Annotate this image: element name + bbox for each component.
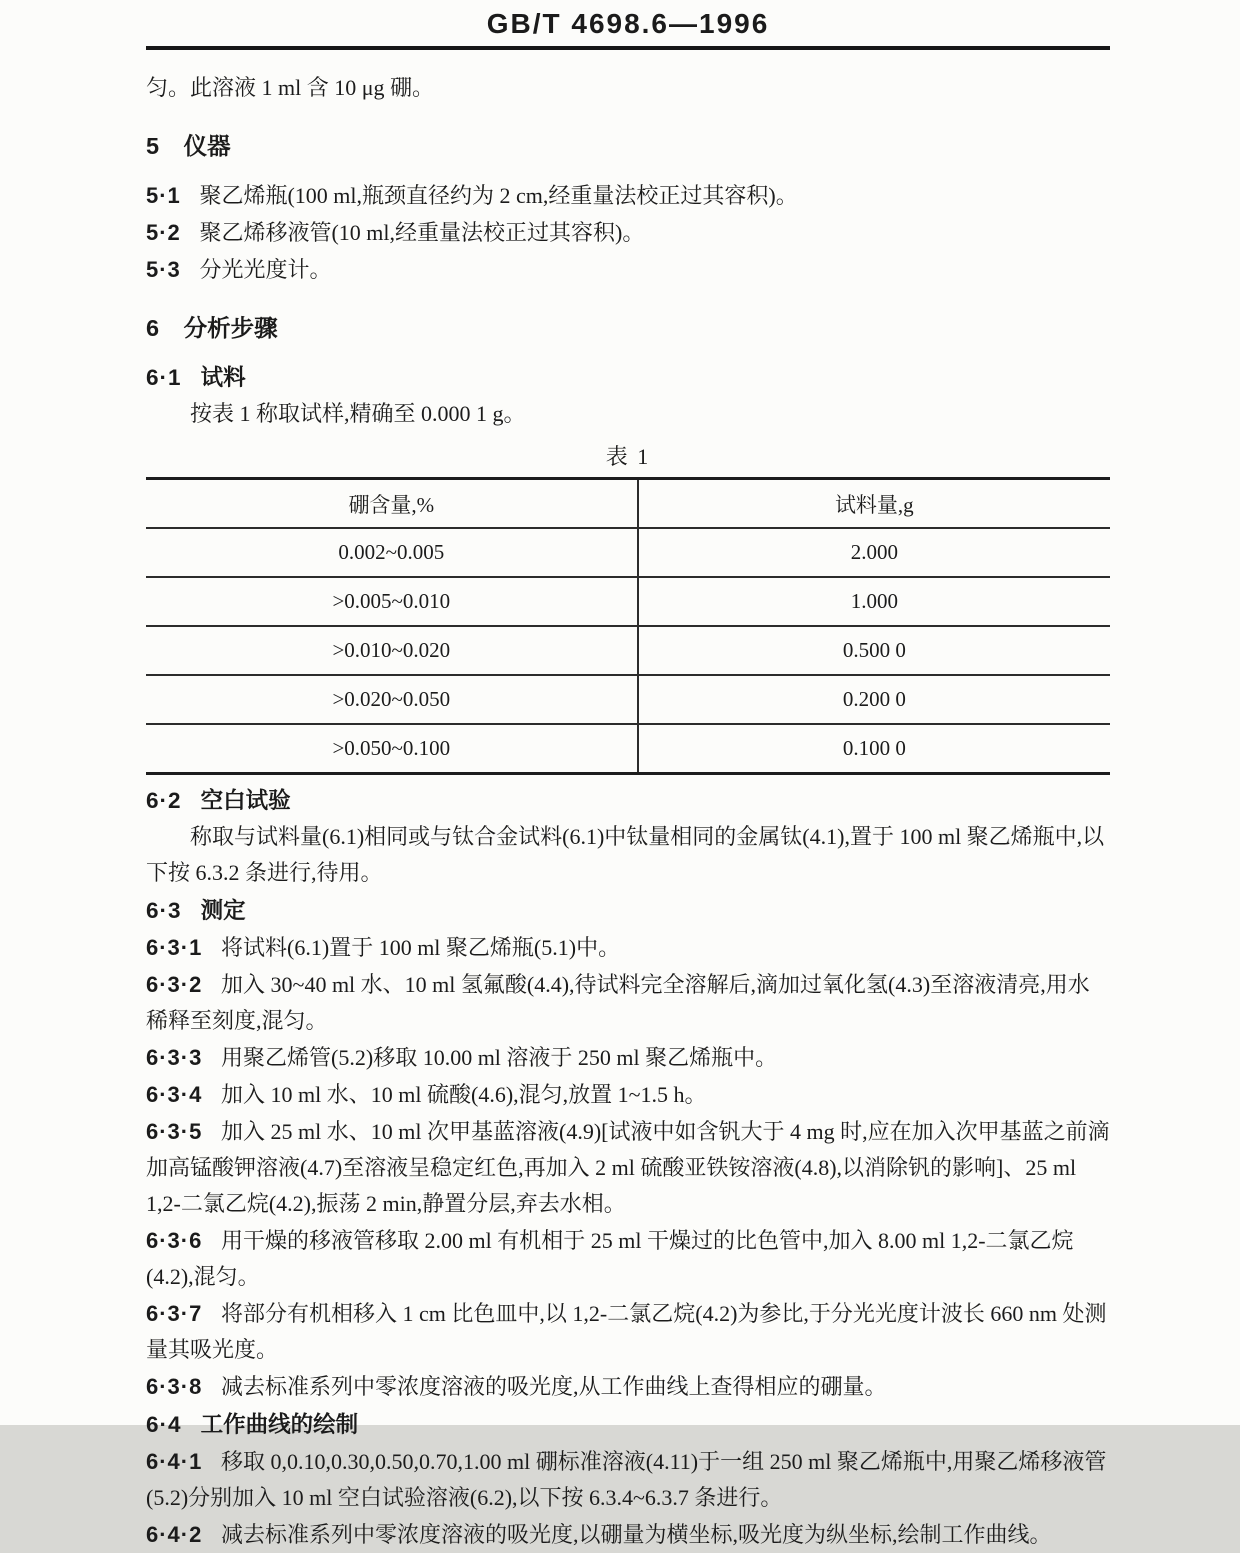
section-5-title: 仪器 [183,133,231,159]
clause-6-3-4-number: 6·3·4 [146,1082,203,1107]
table-row [146,626,1110,675]
clause-5-1-number: 5·1 [146,183,181,208]
clause-5-2 [146,215,1110,251]
clause-5-2-text: 聚乙烯移液管(10 ml,经重量法校正过其容积)。 [199,220,645,245]
clause-6-3-4 [146,1077,1110,1113]
table-header-row [146,479,1110,529]
cell-boron-range: >0.050~0.100 [146,724,638,774]
clause-6-3-2 [146,967,1110,1039]
clause-5-1-text: 聚乙烯瓶(100 ml,瓶颈直径约为 2 cm,经重量法校正过其容积)。 [199,183,798,208]
clause-6-3-1 [146,930,1110,966]
clause-6-3-number: 6·3 [146,898,182,923]
clause-6-3-title: 测定 [200,898,246,923]
table-row [146,675,1110,724]
clause-5-1 [146,178,1110,214]
clause-6-4-2-number: 6·4·2 [146,1522,203,1547]
cell-boron-range: 0.002~0.005 [146,528,638,577]
intro-continuation-text: 匀。此溶液 1 ml 含 10 μg 硼。 [146,75,435,100]
table-row [146,577,1110,626]
clause-6-3-8-number: 6·3·8 [146,1374,203,1399]
clause-5-3 [146,252,1110,288]
clause-6-3-2-text: 加入 30~40 ml 水、10 ml 氢氟酸(4.4),待试料完全溶解后,滴加过氧化氢(4.3)至溶液清亮,用水稀释至刻度,混匀。 [146,972,1090,1033]
clause-6-4-1-text: 移取 0,0.10,0.30,0.50,0.70,1.00 ml 硼标准溶液(4.11)于一组 250 ml 聚乙烯瓶中,用聚乙烯移液管(5.2)分别加入 10 ml 空白试验溶液(6.2),以下按 6.3.4~6.3.7 条进行。 [146,1449,1107,1510]
clause-6-3-7-number: 6·3·7 [146,1301,203,1326]
table-row [146,528,1110,577]
cell-sample-mass: 0.500 0 [638,626,1110,675]
section-5-heading [146,130,1110,162]
clause-6-3-1-number: 6·3·1 [146,935,203,960]
clause-6-3-4-text: 加入 10 ml 水、10 ml 硫酸(4.6),混匀,放置 1~1.5 h。 [221,1082,707,1107]
clause-6-3-8-text: 减去标准系列中零浓度溶液的吸光度,从工作曲线上查得相应的硼量。 [221,1374,887,1399]
col-header-sample-mass: 试料量,g [638,479,1110,529]
standard-number-header: GB/T 4698.6—1996 [486,8,770,39]
clause-6-3-5-number: 6·3·5 [146,1119,203,1144]
clause-6-3-3 [146,1040,1110,1076]
clause-6-4-1-number: 6·4·1 [146,1449,203,1474]
clause-6-1-title: 试料 [200,365,246,390]
clause-6-3-3-number: 6·3·3 [146,1045,203,1070]
header-rule [146,46,1110,50]
clause-6-3-7-text: 将部分有机相移入 1 cm 比色皿中,以 1,2-二氯乙烷(4.2)为参比,于分光光度计波长 660 nm 处测量其吸光度。 [146,1301,1107,1362]
cell-boron-range: >0.020~0.050 [146,675,638,724]
cell-sample-mass: 1.000 [638,577,1110,626]
cell-boron-range: >0.005~0.010 [146,577,638,626]
table-1 [146,477,1110,775]
clause-6-1-heading [146,360,1110,396]
clause-6-2-paragraph: 称取与试料量(6.1)相同或与钛合金试料(6.1)中钛量相同的金属钛(4.1),置于 100 ml 聚乙烯瓶中,以下按 6.3.2 条进行,待用。 [146,824,1105,885]
clause-6-2-number: 6·2 [146,788,182,813]
clause-6-3-2-number: 6·3·2 [146,972,203,997]
clause-6-2-heading [146,783,1110,819]
clause-6-1-number: 6·1 [146,365,182,390]
section-6-heading [146,312,1110,344]
clause-6-2-title: 空白试验 [200,788,291,813]
clause-6-4-2 [146,1517,1110,1553]
clause-6-3-5 [146,1114,1110,1222]
clause-6-3-7 [146,1296,1110,1368]
cell-sample-mass: 0.200 0 [638,675,1110,724]
clause-6-4-1 [146,1444,1110,1516]
clause-6-3-1-text: 将试料(6.1)置于 100 ml 聚乙烯瓶(5.1)中。 [221,935,621,960]
clause-6-4-number: 6·4 [146,1412,182,1437]
clause-6-3-3-text: 用聚乙烯管(5.2)移取 10.00 ml 溶液于 250 ml 聚乙烯瓶中。 [221,1045,778,1070]
clause-6-4-heading [146,1407,1110,1443]
clause-6-3-6-text: 用干燥的移液管移取 2.00 ml 有机相于 25 ml 干燥过的比色管中,加入 8.00 ml 1,2-二氯乙烷(4.2),混匀。 [146,1228,1074,1289]
cell-sample-mass: 2.000 [638,528,1110,577]
table-1-caption: 表 1 [605,444,651,469]
clause-5-2-number: 5·2 [146,220,181,245]
cell-sample-mass: 0.100 0 [842,736,906,760]
clause-6-3-5-text: 加入 25 ml 水、10 ml 次甲基蓝溶液(4.9)[试液中如含钒大于 4 mg 时,应在加入次甲基蓝之前滴加高锰酸钾溶液(4.7)至溶液呈稳定红色,再加入 2 ml 硫酸亚铁铵溶液(4.8),以消除钒的影响]、25 ml 1,2-二氯乙烷(4.2),振荡 2 min,静置分层,弃去水相。 [146,1119,1110,1216]
clause-6-3-8 [146,1369,1110,1405]
clause-6-3-6-number: 6·3·6 [146,1228,203,1253]
section-6-number: 6 [146,315,161,341]
clause-5-3-text: 分光光度计。 [199,257,332,282]
section-6-title: 分析步骤 [183,315,278,341]
clause-6-4-2-text: 减去标准系列中零浓度溶液的吸光度,以硼量为横坐标,吸光度为纵坐标,绘制工作曲线。 [221,1522,1052,1547]
clause-6-3-heading [146,893,1110,929]
clause-6-3-6 [146,1223,1110,1295]
section-5-number: 5 [146,133,161,159]
cell-boron-range: >0.010~0.020 [146,626,638,675]
table-row [146,724,1110,774]
col-header-boron-content: 硼含量,% [146,479,638,529]
clause-5-3-number: 5·3 [146,257,181,282]
clause-6-4-title: 工作曲线的绘制 [200,1412,359,1437]
clause-6-1-paragraph: 按表 1 称取试样,精确至 0.000 1 g。 [190,401,526,426]
